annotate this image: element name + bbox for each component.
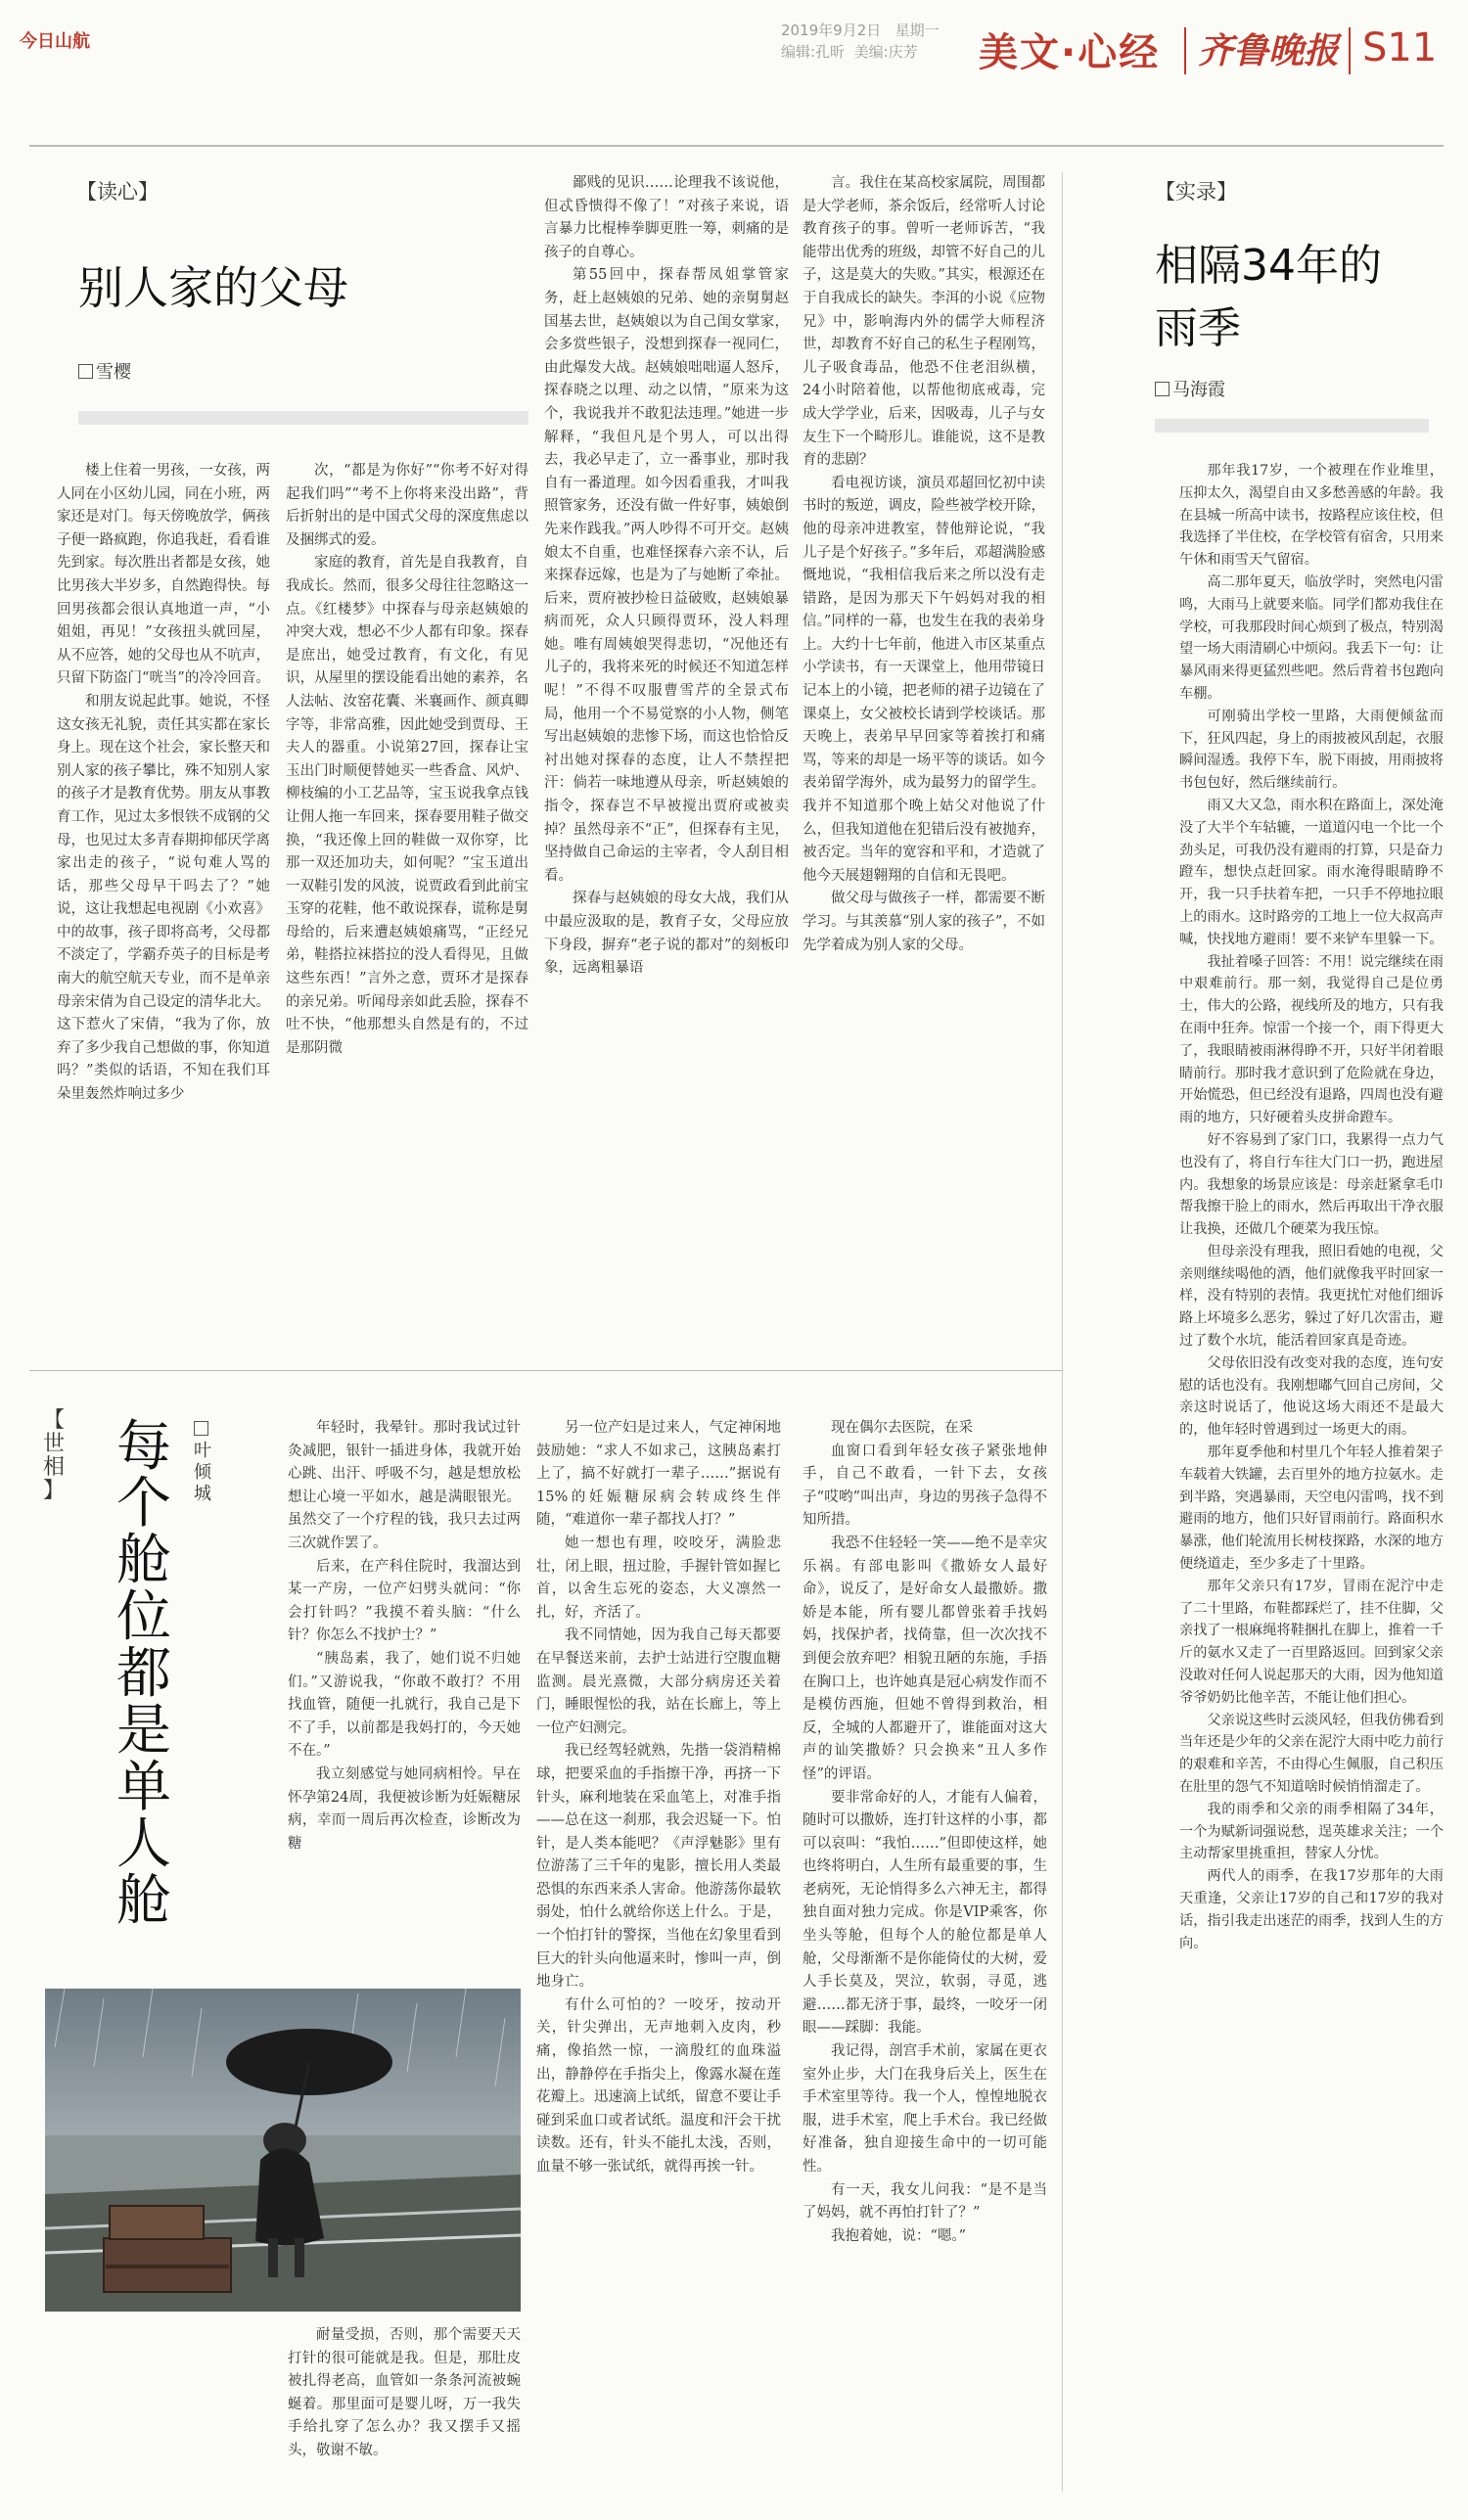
designer: 美编:庆芳 xyxy=(853,43,918,61)
article1-col-2 xyxy=(286,460,528,1390)
paragraph: 血窗口看到年轻女孩子紧张地伸手，自己不敢看，一针下去，女孩子“哎哟”叫出声，身边的男孩子急得不知所措。 xyxy=(803,1443,1047,1529)
paragraph: 有什么可怕的？一咬牙，按动开关，针尖弹出，无声地刺入皮肉，秒痛，像掐然一惊，一滴殷红的血珠溢出，静静停在手指尖上，像露水凝在莲花瓣上。迅速滴上试纸，留意不要让手碰到采血口或者试纸。温度和汗会干扰读数。还有，针头不能扎太浅，否则，血量不够一张试纸，就得再挨一针。 xyxy=(536,1996,781,2175)
paragraph: 我不同情她，因为我自己每天都要在早餐送来前，去护士站进行空腹血糖监测。晨光熹微，大部分病房还关着门，睡眼惺忪的我，站在长廊上，等上一位产妇测完。 xyxy=(536,1627,781,1736)
article3-col-1-cont xyxy=(288,2324,521,2496)
author-box-icon xyxy=(194,1421,208,1436)
paragraph: 家庭的教育，首先是自我教育，自我成长。然而，很多父母往往忽略这一点。《红楼梦》中探春与母亲赵姨娘的冲突大戏，想必不少人都有印象。探春是庶出，她受过教育，有文化，有见识，从屋里的摆设能看出她的素养，名人法帖、汝窑花囊、米襄画作、颜真卿字等，非常高雅，因此她受到贾母、王夫人的器重。小说第27回，探春让宝玉出门时顺便替她买一些香盒、风炉、柳枝编的小工艺品等，宝玉说我拿点钱让佣人拖一车回来，探春要用鞋子做交换，“我还像上回的鞋做一双你穿，比那一双还加功夫，如何呢？”宝玉道出一双鞋引发的风波，说贾政看到此前宝玉穿的花鞋，他不敢说探春，谎称是舅母给的，后来遭赵姨娘痛骂，“正经兄弟，鞋搭拉袜搭拉的没人看得见，且做这些东西！”言外之意，贾环才是探春的亲兄弟。听闻母亲如此丢脸，探春不吐不快，“他那想头自然是有的，不过是那阴微 xyxy=(286,555,528,1056)
article3-col3-lead: 现在偶尔去医院，在采 xyxy=(831,1420,973,1436)
paper-name: 今日山航 xyxy=(20,31,90,52)
paragraph: 我扯着嗓子回答：不用！说完继续在雨中艰难前行。那一刻，我觉得自己是位勇士，伟大的公路，视线所及的地方，只有我在雨中狂奔。惊雷一个接一个，雨下得更大了，我眼睛被雨淋得睁不开，只好半闭着眼睛前行。那时我才意识到了危险就在身边，开始慌恐，但已经没有退路，四周也没有避雨的地方，只好硬着头皮拼命蹬车。 xyxy=(1179,953,1444,1126)
paragraph: 鄙贱的见识……论理我不该说他，但忒昏愦得不像了！”对孩子来说，语言暴力比棍棒拳脚更胜一筹，刺痛的是孩子的自尊心。 xyxy=(544,175,789,260)
paragraph: 要非常命好的人，才能有人偏着，随时可以撒娇，连打针这样的小事，都可以哀叫：“我怕……”但即使这样，她也终将明白，人生所有最重要的事，生老病死，无论悄得多么六神无主，都得独自面对独力完成。你是VIP乘客，你坐头等舱，但每个人的舱位都是单人舱，父母渐渐不是你能倚仗的大树，爱人手长莫及，哭泣，软弱，寻觅，逃避……都无济于事，最终，一咬牙一闭眼——踩脚：我能。 xyxy=(803,1789,1047,2037)
section-title: 美文·心经 xyxy=(979,30,1161,75)
paragraph: 我记得，剖宫手术前，家属在更衣室外止步，大门在我身后关上，医生在手术室里等待。我一个人，惶惶地脱衣服，进手术室，爬上手术台。我已经做好准备，独自迎接生命中的一切可能性。 xyxy=(803,2043,1047,2175)
article1-title: 别人家的父母 xyxy=(78,261,348,314)
paragraph: 两代人的雨季，在我17岁那年的大雨天重逢，父亲让17岁的自己和17岁的我对话，指引我走出迷茫的雨季，找到人生的方向。 xyxy=(1179,1868,1444,1951)
paragraph: 我已经驾轻就熟，先揩一袋消精棉球，把要采血的手指擦干净，再挤一下针头，麻利地装在采血笔上，对准手指——总在这一刹那，我会迟疑一下。怕针，是人类本能吧？《声浮魅影》里有位游荡了三千年的鬼影，擅长用人类最恐惧的东西来杀人害命。他游荡你最软弱处，怕什么就给你送上什么。于是，一个怕打针的警探，当他在幻象里看到巨大的针头向他逼来时，惨叫一声，倒地身亡。 xyxy=(536,1743,781,1991)
paragraph: 年轻时，我晕针。那时我试过针灸减肥，银针一插进身体，我就开始心跳、出汗、呼吸不匀，越是想放松想让心境一平如水，越是满眼银光。虽然交了一个疗程的钱，我只去过两三次就作罢了。 xyxy=(288,1420,521,1551)
paragraph: 雨又大又急，雨水积在路面上，深处淹没了大半个车轱辘，一道道闪电一个比一个劲头足，可我仍没有避雨的打算，只是奋力蹬车，想快点赶回家。雨水淹得眼睛睁不开，我一只手扶着车把，一只手不停地拉眼上的雨水。这时路旁的工地上一位大叔高声喊，快找地方避雨！要不来铲车里躲一下。 xyxy=(1179,797,1444,947)
paragraph: 我恐不住轻轻一笑——绝不是幸灾乐祸。有部电影叫《撒娇女人最好命》，说反了，是好命女人最撒娇。撒娇是本能，所有婴儿都曾张着手找妈妈，找保护者，找倚靠，但一次次找不到便会放弃吧？相貌丑陋的东施，手捂在胸口上，也许她真是冠心病发作而不是模仿西施，但她不曾得到救治，相反，全城的人都避开了，谁能面对这大声的讪笑撒娇？只会换来“丑人多作怪”的评语。 xyxy=(803,1535,1047,1782)
paragraph: 后来，在产科住院时，我溜达到某一产房，一位产妇劈头就问：“你会打针吗？”我摸不着头脑：“什么针？你怎么不找护士？” xyxy=(288,1558,521,1644)
page-number: S11 xyxy=(1362,25,1438,70)
article3-author: 叶 倾 城 xyxy=(192,1419,213,1505)
paragraph: 探春与赵姨娘的母女大战，我们从中最应汲取的是，教育子女，父母应放下身段，摒弃“老子说的都对”的刻板印象，远离粗暴语 xyxy=(544,891,789,977)
article2-author-name: 马海霞 xyxy=(1172,380,1225,400)
paragraph: 那年我17岁，一个被理在作业堆里，压抑太久，渴望自由又多愁善感的年龄。我在县城一所高中读书，按路程应该住校，但我选择了半住校，在学校管有宿舍，只用来午休和雨雪天气留宿。 xyxy=(1179,463,1444,569)
paragraph: 第55回中，探春帮凤姐掌管家务，赶上赵姨娘的兄弟、她的亲舅舅赵国基去世，赵姨娘以为自己闺女掌家，会多赏些银子，没想到探春一视同仁，由此爆发大战。赵姨娘咄咄逼人怒斥，探春晓之以理、动之以情，“原来为这个，我说我并不敢犯法违理。”她进一步解释，“我但凡是个男人，可以出得去，我必早走了，立一番事业，那时我自有一番道理。如今因看重我，才叫我照管家务，还没有做一件好事，姨娘倒先来作践我。”两人吵得不可开交。赵姨娘太不自重，也难怪探春六亲不认，后来探春远嫁，也是为了与她断了牵扯。后来，贾府被抄检日益破败，赵姨娘暴病而死，众人只顾得贾环，没人料理她。唯有周姨娘哭得悲切，“况他还有儿子的，我将来死的时候还不知道怎样呢！”不得不叹服曹雪芹的全景式布局，他用一个不易觉察的小人物，侧笔写出赵姨娘的悲惨下场，而这也恰恰反衬出她对探春的态度，让人不禁捏把汗：倘若一味地遵从母亲，听赵姨娘的指令，探春岂不早被搅出贾府或被卖掉？虽然母亲不“正”，但探春有主见，坚持做自己命运的主宰者，令人刮目相看。 xyxy=(544,267,789,884)
paragraph: 但母亲没有理我，照旧看她的电视，父亲则继续喝他的酒，他们就像我平时回家一样，没有特别的表情。我更扰忙对他们细诉路上坏境多么恶劣，躲过了好几次雷击，避过了数个水坑，能活着回家真是奇迹。 xyxy=(1179,1243,1444,1350)
article3-tag: 【 世 相 】 xyxy=(42,1408,65,1503)
author-box-icon xyxy=(1155,382,1170,396)
article3-col-1 xyxy=(288,1417,521,1985)
paragraph: 和朋友说起此事。她说，不怪这女孩无礼貌，责任其实都在家长身上。现在这个社会，家长整天和别人家的孩子攀比，殊不知别人家的孩子才是教育优势。朋友从事教育工作，见过太多恨铁不成钢的父母，也见过太多青春期抑郁厌学离家出走的孩子，“说句难人骂的话，那些父母早干吗去了？”她说，这让我想起电视剧《小欢喜》中的故事，孩子即将高考，父母都不淡定了，学霸乔英子的目标是考南大的航空航天专业，而不是单亲母亲宋倩为自己设定的清华北大。这下惹火了宋倩，“我为了你，放弃了多少我自己想做的事，你知道吗？”类似的话语，不知在我们耳朵里轰然炸响过多少 xyxy=(57,693,270,1103)
article1-author xyxy=(78,358,131,384)
paragraph: 父母依旧没有改变对我的态度，连句安慰的话也没有。我刚想嘟气回自己房间，父亲这时说话了，他说这场大雨还不是最大的，他年轻时曾遇到过一场更大的雨。 xyxy=(1179,1354,1444,1439)
article1-title-bar xyxy=(78,411,528,425)
column-divider xyxy=(1062,172,1063,2492)
article2-author xyxy=(1155,376,1225,401)
paragraph: 我抱着她，说：“嗯。” xyxy=(831,2227,967,2244)
article1-col-4 xyxy=(803,172,1045,1390)
paragraph: 那年父亲只有17岁，冒雨在泥泞中走了二十里路，布鞋都踩烂了，挂不住脚，父亲找了一根麻绳将鞋捆扎在脚上，推着一千斤的氨水又走了一百里路返回。回到家父亲没敢对任何人说起那天的大雨，因为他知道爷爷奶奶比他辛苦，不能让他们担心。 xyxy=(1179,1578,1444,1706)
article2-tag: 【实录】 xyxy=(1155,180,1237,204)
paragraph: 我立刻感觉与她同病相怜。早在怀孕第24周，我便被诊断为妊娠糖尿病，幸而一周后再次检查，诊断改为糖 xyxy=(288,1765,521,1852)
paragraph: 有一天，我女儿问我：“是不是当了妈妈，就不再怕打针了？” xyxy=(803,2181,1047,2222)
paragraph: 耐量受损，否则，那个需要天天打针的很可能就是我。但是，那肚皮被扎得老高，血管如一条条河流被蜿蜒着。那里面可是婴儿呀，万一我失手给扎穿了怎么办？我又摆手又摇头，敬谢不敏。 xyxy=(288,2327,521,2458)
brand-logo: 齐鲁晚报 xyxy=(1198,30,1340,71)
paragraph: “胰岛素，我了，她们说不归她们。”又游说我，“你敢不敢打？不用找血管，随便一扎就行，我自己是下不了手，以前都是我妈打的，今天她不在。” xyxy=(288,1650,521,1760)
paragraph: 可刚骑出学校一里路，大雨便倾盆而下，狂风四起，身上的雨披被风刮起，衣服瞬间湿透。我停下车，脱下雨披，用雨披将书包包好，然后继续前行。 xyxy=(1179,708,1444,792)
paragraph: 父亲说这些时云淡风轻，但我仿佛看到当年还是少年的父亲在泥泞大雨中吃力前行的艰难和辛苦，不由得心生佩服，自己积压在肚里的怨气不知道啥时候悄悄溜走了。 xyxy=(1179,1712,1444,1796)
paragraph: 高二那年夏天，临放学时，突然电闪雷鸣，大雨马上就要来临。同学们都劝我住在学校，可我那段时间心烦到了极点，特别渴望一场大雨清刷心中烦闷。我丢下一句：让暴风雨来得更猛烈些吧。然后背着书包跑向车棚。 xyxy=(1179,573,1444,702)
article1-author-name: 雪樱 xyxy=(96,362,131,383)
article3-col-3 xyxy=(803,1417,1047,2494)
issue-date: 2019年9月2日 xyxy=(781,22,882,39)
section-rule xyxy=(29,1370,1062,1371)
paragraph: 好不容易到了家门口，我累得一点力气也没有了，将自行车往大门口一扔，跑进屋内。我想象的场景应该是：母亲赶紧拿毛巾帮我擦干脸上的雨水，然后再取出干净衣服让我换，还做几个硬菜为我压惊。 xyxy=(1179,1131,1444,1238)
article2-title-bar xyxy=(1155,419,1429,433)
article2-title: 相隔34年的雨季 xyxy=(1155,241,1382,353)
paragraph: 我的雨季和父亲的雨季相隔了34年，一个为赋新词强说愁，逞英雄求关注；一个主动帮家里挑重担，替家人分忧。 xyxy=(1179,1801,1444,1862)
rainy-day-photo xyxy=(45,1989,521,2312)
article1-col-3 xyxy=(544,172,789,1390)
editor: 编辑:孔昕 xyxy=(781,43,846,61)
author-box-icon xyxy=(78,364,93,379)
issue-date-block xyxy=(781,20,940,63)
paragraph: 看电视访谈，演员邓超回忆初中读书时的叛逆，调皮，险些被学校开除，他的母亲冲进教室，替他辩论说，“我儿子是个好孩子。”多年后，邓超满脸感慨地说，“我相信我后来之所以没有走错路，是因为那天下午妈妈对我的相信。”同样的一幕，也发生在我的表弟身上。大约十七年前，他进入市区某重点小学读书，有一天课堂上，他用带镜日记本上的小镜，把老师的裙子边镜在了课桌上，女父被校长请到学校谈话。那天晚上，表弟早早回家等着挨打和痛骂，等来的却是一场平等的谈话。如今表弟留学海外，成为最努力的留学生。我并不知道那个晚上姑父对他说了什么，但我知道他在犯错后没有被抛弃，被否定。当年的宽容和平和，才造就了他今天展翅翱翔的自信和无畏吧。 xyxy=(803,475,1045,884)
header-divider xyxy=(1184,27,1186,74)
paragraph: 另一位产妇是过来人，气定神闲地鼓励她：“求人不如求己，这胰岛素打上了，搞不好就打一辈子……”据说有15%的妊娠糖尿病会转成终生伴随，“难道你一辈子都找人打？” xyxy=(536,1420,781,1529)
header-divider xyxy=(1349,27,1351,74)
paragraph: 次，“都是为你好”“你考不好对得起我们吗”“考不上你将来没出路”，背后折射出的是中国式父母的深度焦虑以及捆绑式的爱。 xyxy=(286,463,528,548)
header-rule xyxy=(29,145,1444,147)
paragraph: 她一想也有理，咬咬牙，满脸悲壮，闭上眼，扭过脸，手握针管如握匕首，以舍生忘死的姿态，大义凛然一扎，好，齐活了。 xyxy=(536,1535,781,1621)
issue-weekday: 星期一 xyxy=(895,22,940,39)
paragraph: 言。我住在某高校家属院，周围都是大学老师，茶余饭后，经常听人讨论教育孩子的事。曾听一老师诉苦，“我能带出优秀的班级，却管不好自己的儿子，这是莫大的失败。”其实，根源还在于自我成长的缺失。李洱的小说《应物兄》中，影响海内外的儒学大师程济世，却教育不好自己的私生子程刚笃，儿子吸食毒品，他恐不住老泪纵横，24小时陪着他，以帮他彻底戒毒，完成大学学业，后来，因吸毒，儿子与女友生下一个畸形儿。谁能说，这不是教育的悲剧？ xyxy=(803,175,1045,469)
article3-title: 每 个 舱 位 都 是 单 人 舱 xyxy=(116,1415,171,1933)
article1-tag: 【读心】 xyxy=(76,180,159,204)
paragraph: 楼上住着一男孩，一女孩，两人同在小区幼儿园，同在小班，两家还是对门。每天傍晚放学，俩孩子便一路疯跑，你追我赶，看看谁先到家。每次胜出者都是女孩，她比男孩大半岁多，自然跑得快。每回男孩都会很认真地道一声，“小姐姐，再见！”女孩扭头就回屋，从不应答，她的父母也从不吭声，只留下防盗门“咣当”的冷冷回音。 xyxy=(57,463,270,687)
article3-col-2 xyxy=(536,1417,781,2494)
paragraph: 做父母与做孩子一样，都需要不断学习。与其羡慕“别人家的孩子”，不如先学着成为别人家的父母。 xyxy=(803,891,1045,953)
paragraph: 那年夏季他和村里几个年轻人推着架子车载着大铁罐，去百里外的地方拉氨水。走到半路，突遇暴雨，天空电闪雷鸣，找不到避雨的地方，他们只好冒雨前行。路面积水暴涨，他们轮流用长树枝探路，水深的地方便绕道走，至少多走了十里路。 xyxy=(1179,1444,1444,1573)
article1-col-1 xyxy=(57,460,270,1390)
article2-body xyxy=(1179,460,1444,2496)
